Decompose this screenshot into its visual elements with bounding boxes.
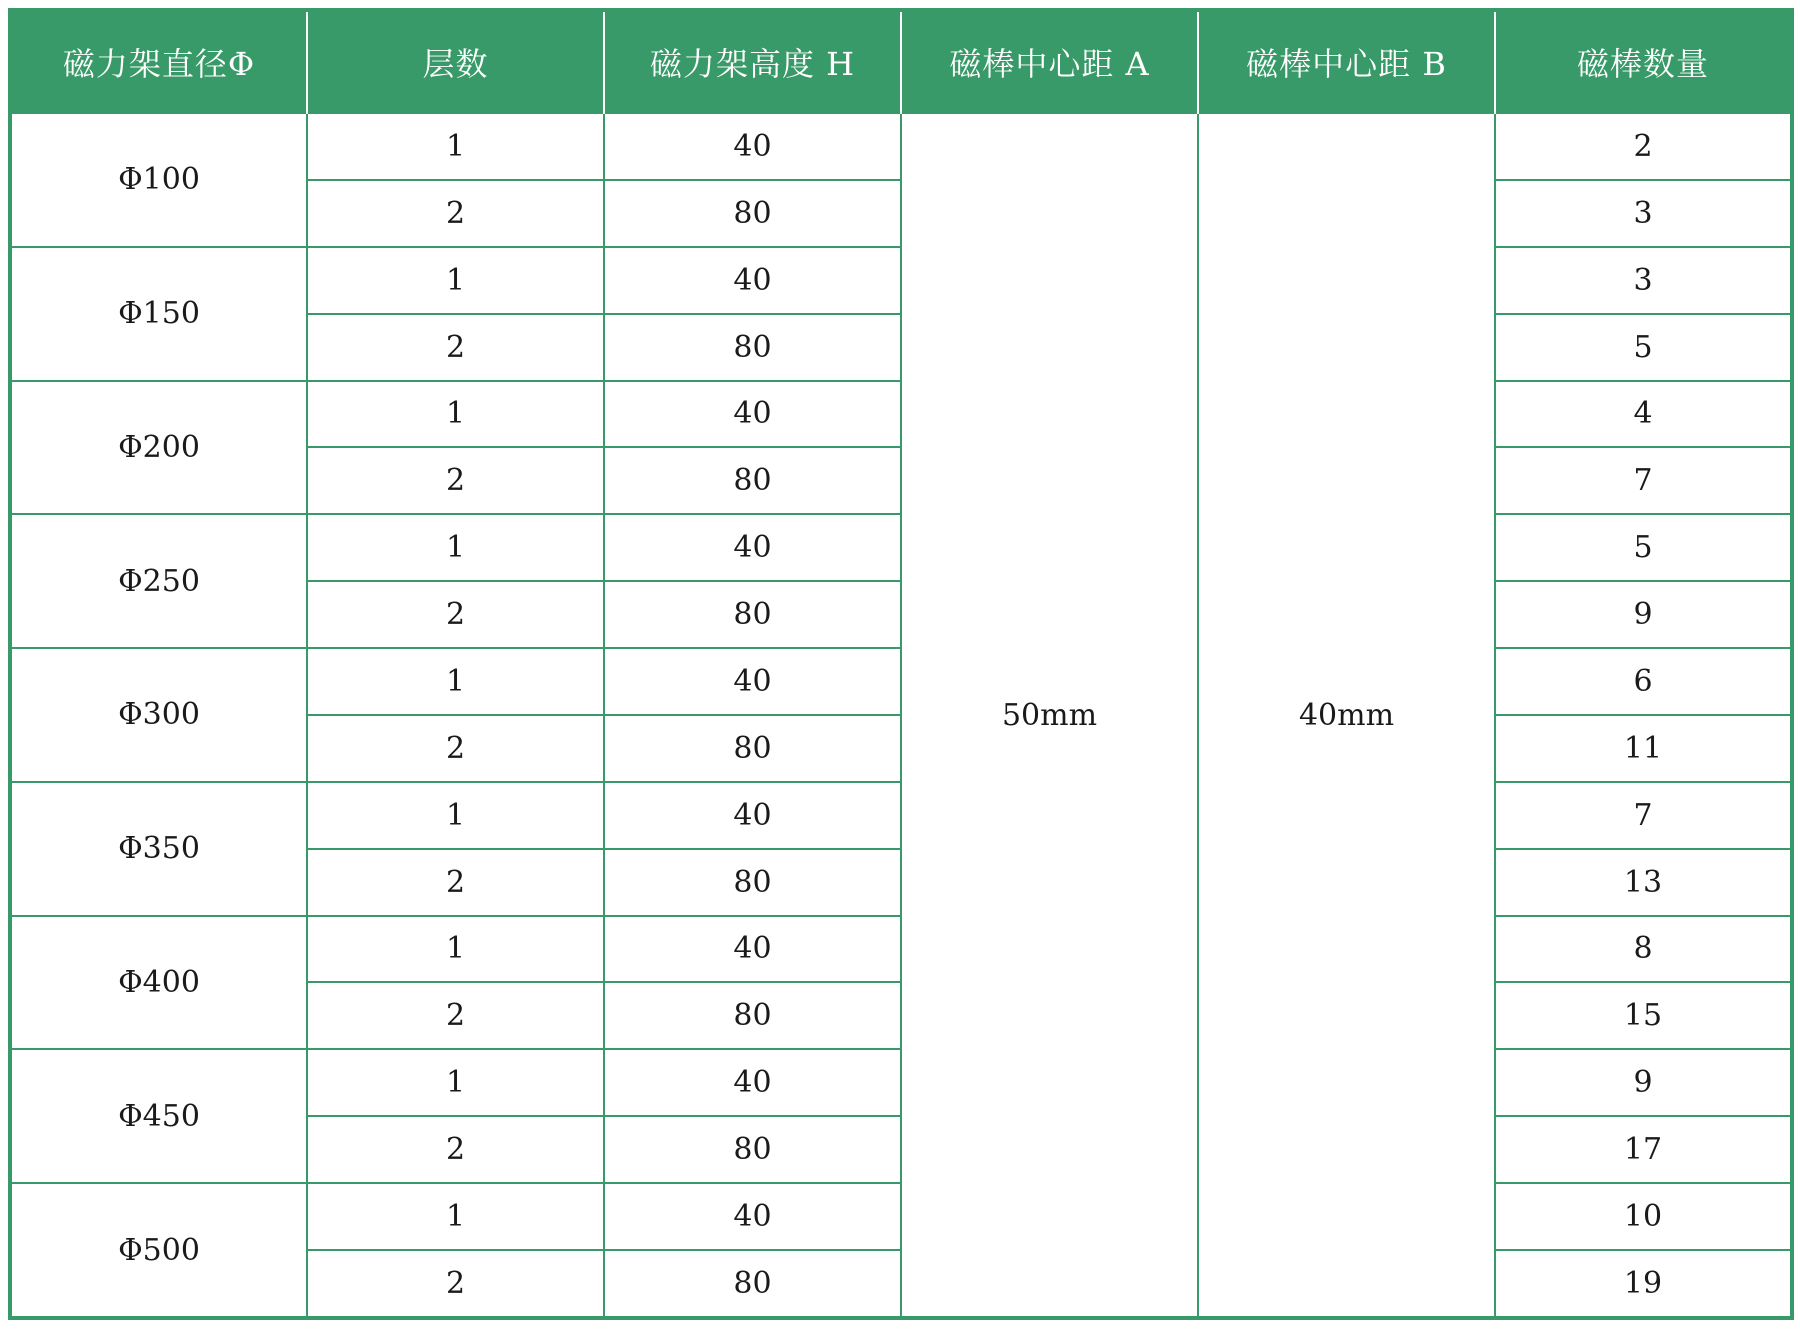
rod-count-cell: 10 xyxy=(1495,1183,1792,1250)
table-row xyxy=(10,113,1792,180)
height-cell: 80 xyxy=(604,849,901,916)
height-cell: 80 xyxy=(604,447,901,514)
height-cell: 40 xyxy=(604,916,901,983)
height-cell: 40 xyxy=(604,782,901,849)
layers-cell: 1 xyxy=(307,247,604,314)
diameter-cell: Φ400 xyxy=(10,916,307,1050)
layers-cell: 2 xyxy=(307,1116,604,1183)
rod-count-cell: 7 xyxy=(1495,447,1792,514)
height-cell: 80 xyxy=(604,314,901,381)
rod-count-cell: 6 xyxy=(1495,648,1792,715)
diameter-cell: Φ500 xyxy=(10,1183,307,1318)
rod-count-cell: 9 xyxy=(1495,581,1792,648)
height-cell: 40 xyxy=(604,381,901,448)
rod-count-cell: 3 xyxy=(1495,247,1792,314)
spacing-a-value: 50mm xyxy=(901,113,1198,1318)
height-cell: 40 xyxy=(604,648,901,715)
layers-cell: 2 xyxy=(307,180,604,247)
table-body xyxy=(10,113,1792,1318)
height-cell: 40 xyxy=(604,1049,901,1116)
rod-count-cell: 5 xyxy=(1495,514,1792,581)
header-row xyxy=(10,10,1792,113)
diameter-cell: Φ300 xyxy=(10,648,307,782)
rod-count-cell: 8 xyxy=(1495,916,1792,983)
rod-count-cell: 11 xyxy=(1495,715,1792,782)
layers-cell: 2 xyxy=(307,982,604,1049)
header-rod-count: 磁棒数量 xyxy=(1495,10,1792,113)
layers-cell: 2 xyxy=(307,715,604,782)
rod-count-cell: 2 xyxy=(1495,113,1792,180)
height-cell: 80 xyxy=(604,982,901,1049)
diameter-cell: Φ450 xyxy=(10,1049,307,1183)
height-cell: 80 xyxy=(604,581,901,648)
header-layers: 层数 xyxy=(307,10,604,113)
diameter-cell: Φ350 xyxy=(10,782,307,916)
layers-cell: 1 xyxy=(307,113,604,180)
height-cell: 40 xyxy=(604,113,901,180)
layers-cell: 2 xyxy=(307,314,604,381)
height-cell: 40 xyxy=(604,1183,901,1250)
height-cell: 80 xyxy=(604,1250,901,1318)
layers-cell: 1 xyxy=(307,1049,604,1116)
layers-cell: 1 xyxy=(307,648,604,715)
rod-count-cell: 5 xyxy=(1495,314,1792,381)
rod-count-cell: 15 xyxy=(1495,982,1792,1049)
header-spacing-a: 磁棒中心距 A xyxy=(901,10,1198,113)
diameter-cell: Φ150 xyxy=(10,247,307,381)
layers-cell: 1 xyxy=(307,514,604,581)
diameter-cell: Φ250 xyxy=(10,514,307,648)
spec-table xyxy=(8,8,1794,1320)
header-height: 磁力架高度 H xyxy=(604,10,901,113)
diameter-cell: Φ100 xyxy=(10,113,307,247)
layers-cell: 1 xyxy=(307,1183,604,1250)
rod-count-cell: 19 xyxy=(1495,1250,1792,1318)
rod-count-cell: 3 xyxy=(1495,180,1792,247)
rod-count-cell: 9 xyxy=(1495,1049,1792,1116)
layers-cell: 2 xyxy=(307,581,604,648)
height-cell: 80 xyxy=(604,180,901,247)
layers-cell: 2 xyxy=(307,1250,604,1318)
diameter-cell: Φ200 xyxy=(10,381,307,515)
layers-cell: 1 xyxy=(307,381,604,448)
height-cell: 40 xyxy=(604,514,901,581)
layers-cell: 2 xyxy=(307,849,604,916)
rod-count-cell: 7 xyxy=(1495,782,1792,849)
height-cell: 80 xyxy=(604,715,901,782)
rod-count-cell: 13 xyxy=(1495,849,1792,916)
rod-count-cell: 4 xyxy=(1495,381,1792,448)
spacing-b-value: 40mm xyxy=(1198,113,1495,1318)
layers-cell: 2 xyxy=(307,447,604,514)
header-spacing-b: 磁棒中心距 B xyxy=(1198,10,1495,113)
layers-cell: 1 xyxy=(307,916,604,983)
height-cell: 40 xyxy=(604,247,901,314)
rod-count-cell: 17 xyxy=(1495,1116,1792,1183)
header-diameter: 磁力架直径Φ xyxy=(10,10,307,113)
layers-cell: 1 xyxy=(307,782,604,849)
height-cell: 80 xyxy=(604,1116,901,1183)
